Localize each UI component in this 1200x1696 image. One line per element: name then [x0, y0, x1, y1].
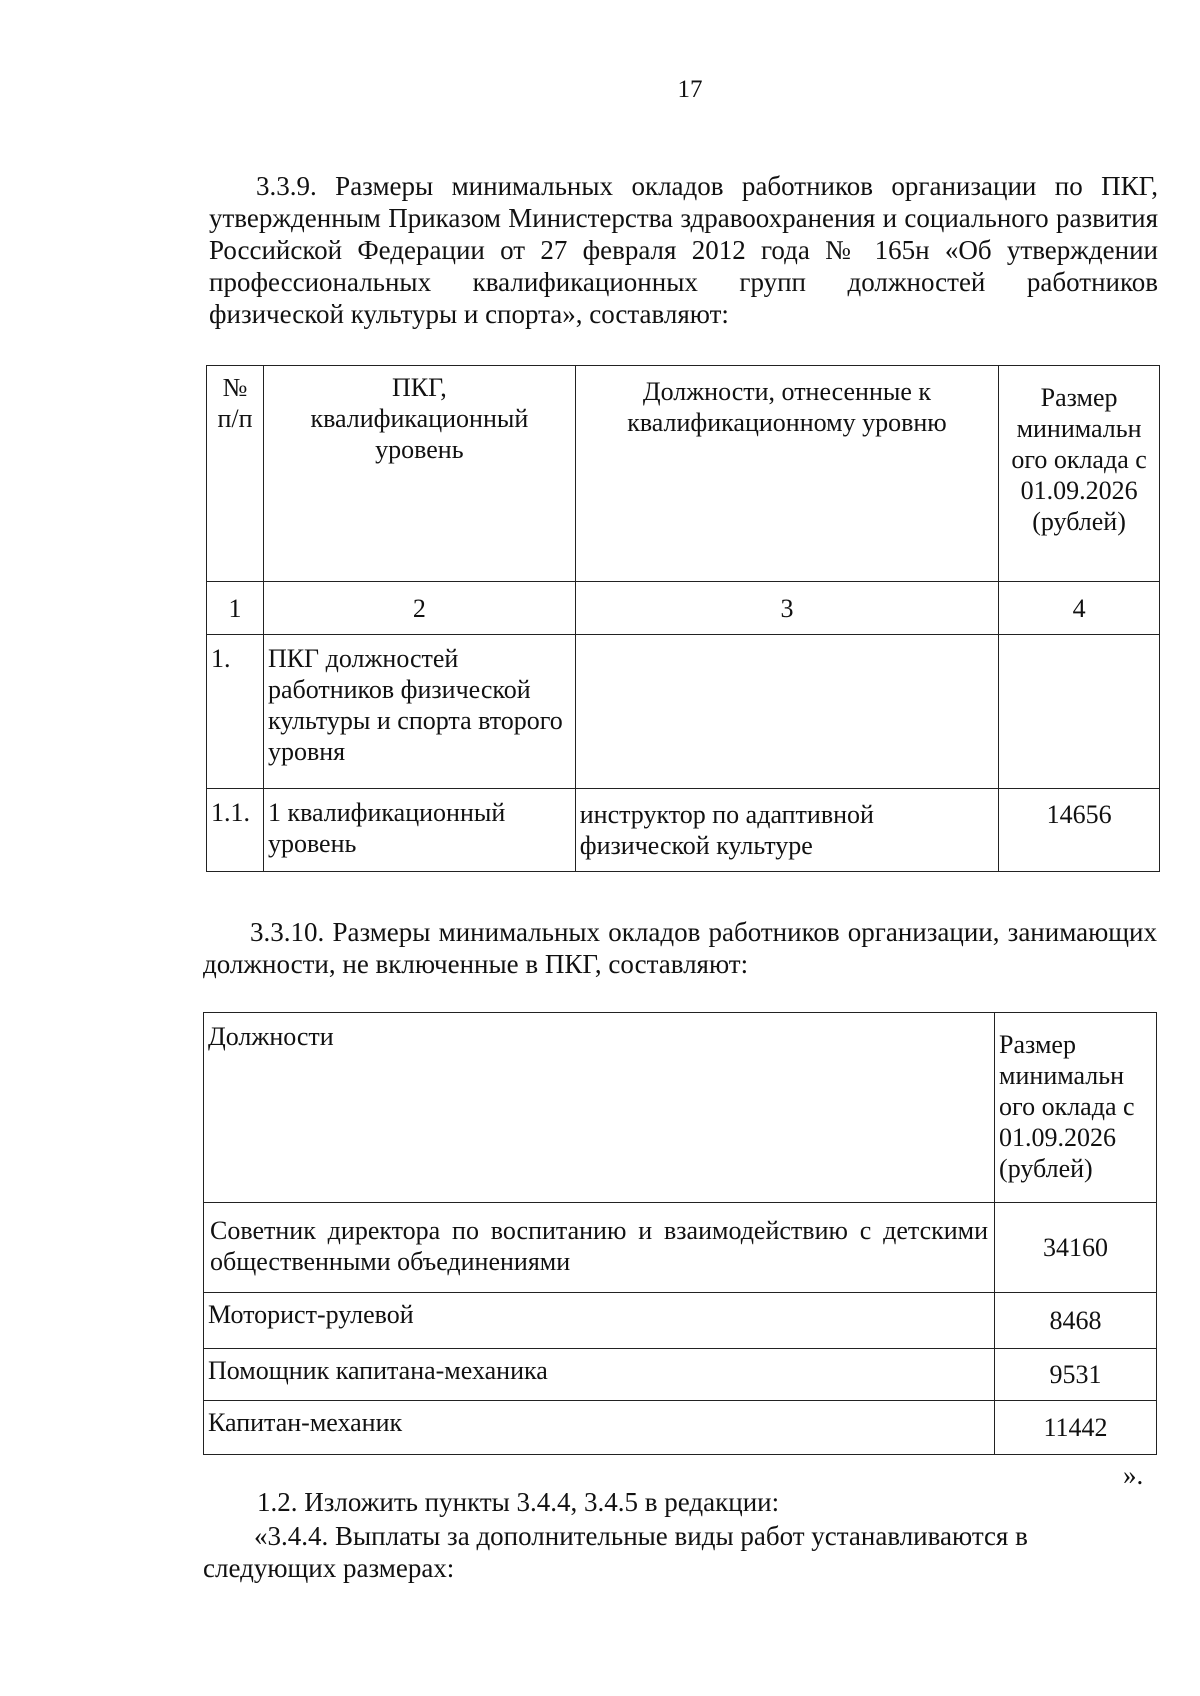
- salary-cell: 11442: [995, 1401, 1157, 1455]
- pkg-salary-table: [206, 365, 1160, 872]
- page-number: 17: [677, 76, 703, 103]
- table-row: [207, 789, 1160, 872]
- header-number: № п/п: [207, 366, 264, 582]
- pkg-group-cell: ПКГ должностей работников физической культуры и спорта второго уровня: [263, 635, 575, 789]
- position-cell: Моторист-рулевой: [204, 1293, 995, 1349]
- table-row: [204, 1349, 1157, 1401]
- position-cell: [575, 635, 998, 789]
- paragraph-3-3-9: [209, 170, 1158, 330]
- table-row: [204, 1401, 1157, 1455]
- paragraph-3-3-10: [203, 916, 1157, 980]
- table-header-row: [204, 1013, 1157, 1203]
- header-min-salary: Размер минимальн ого оклада с 01.09.2026 (рублей): [995, 1013, 1157, 1203]
- paragraph-3-3-9-text: 3.3.9. Размеры минимальных окладов работников организации по ПКГ, утвержденным Приказом Министерства здравоохранения и социального развития Российской Федерации от 27 февраля 2012 года № 165н «Об утверждении профессиональных квалификационных групп должностей работников физической культуры и спорта», составляют:: [209, 171, 1158, 329]
- pkg-group-cell: 1 квалификационный уровень: [263, 789, 575, 872]
- table-row: [207, 635, 1160, 789]
- column-number-cell: 3: [575, 582, 998, 635]
- position-cell: Капитан-механик: [204, 1401, 995, 1455]
- salary-cell: 9531: [995, 1349, 1157, 1401]
- header-pkg-level: ПКГ, квалификационный уровень: [263, 366, 575, 582]
- salary-cell: 34160: [995, 1203, 1157, 1293]
- position-cell: Помощник капитана-механика: [204, 1349, 995, 1401]
- paragraph-3-4-4: [203, 1520, 1083, 1584]
- table-header-row: [207, 366, 1160, 582]
- table-row: [204, 1293, 1157, 1349]
- header-min-salary: Размер минимальн ого оклада с 01.09.2026 (рублей): [999, 366, 1160, 582]
- row-number-cell: 1.1.: [207, 789, 264, 872]
- position-cell: инструктор по адаптивной физической культуре: [575, 789, 998, 872]
- paragraph-3-4-4-text: «3.4.4. Выплаты за дополнительные виды работ устанавливаются в следующих размерах:: [203, 1521, 1028, 1583]
- column-number-cell: 4: [999, 582, 1160, 635]
- table-row: [204, 1203, 1157, 1293]
- paragraph-3-3-10-text: 3.3.10. Размеры минимальных окладов работников организации, занимающих должности, не включенные в ПКГ, составляют:: [203, 917, 1157, 979]
- salary-cell: [999, 635, 1160, 789]
- salary-cell: 14656: [999, 789, 1160, 872]
- closing-quote: ».: [1123, 1460, 1144, 1490]
- other-positions-salary-table: [203, 1012, 1157, 1455]
- column-number-cell: 2: [263, 582, 575, 635]
- salary-cell: 8468: [995, 1293, 1157, 1349]
- column-number-cell: 1: [207, 582, 264, 635]
- paragraph-1-2: 1.2. Изложить пункты 3.4.4, 3.4.5 в редакции:: [257, 1487, 780, 1517]
- header-positions: Должности, отнесенные к квалификационному уровню: [575, 366, 998, 582]
- row-number-cell: 1.: [207, 635, 264, 789]
- position-cell: Советник директора по воспитанию и взаимодействию с детскими общественными объединениями: [204, 1203, 995, 1293]
- header-positions: Должности: [204, 1013, 995, 1203]
- table-row: [207, 582, 1160, 635]
